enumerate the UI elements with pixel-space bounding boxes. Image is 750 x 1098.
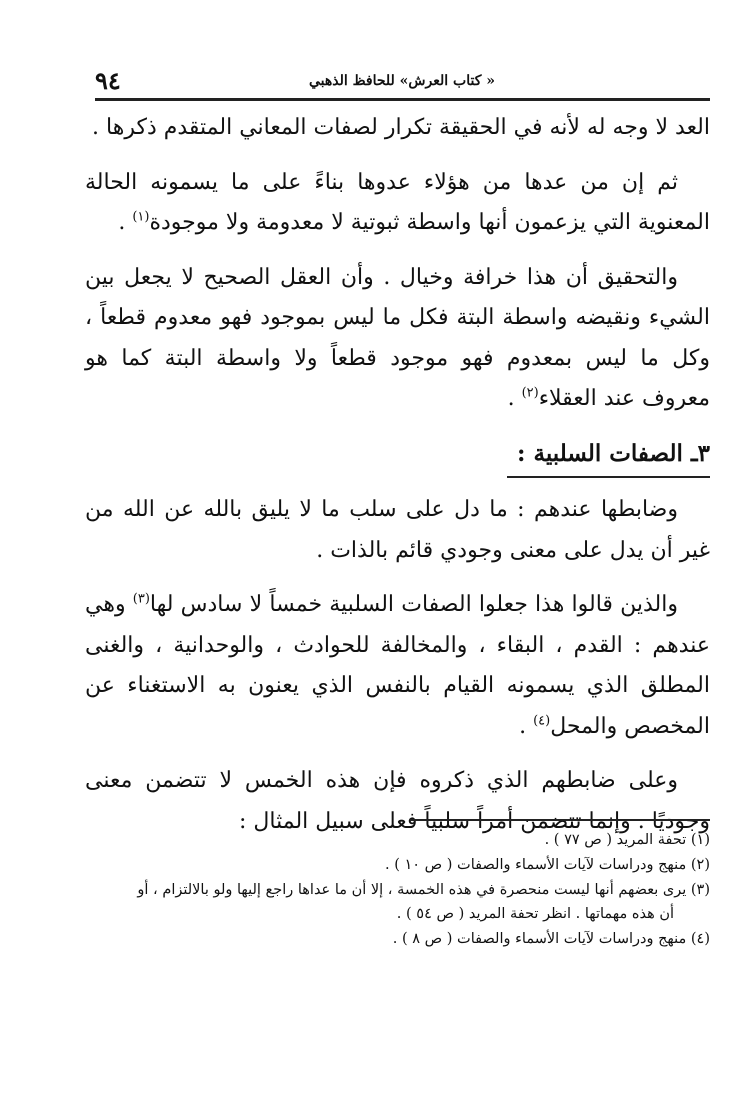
footnote-3 — [85, 878, 710, 926]
footnote-1 — [85, 828, 710, 852]
footnote-2 — [85, 853, 710, 877]
paragraph-5-text-a: والذين قالوا هذا جعلوا الصفات السلبية خمساً لا سادس لها — [149, 592, 678, 617]
footnote-3-text: (٣) يرى بعضهم أنها ليست منحصرة في هذه الخمسة ، إلا أن ما عداها راجع إليها ولو بالالتزام ، أو — [137, 882, 710, 898]
paragraph-3-text: والتحقيق أن هذا خرافة وخيال . وأن العقل الصحيح لا يجعل بين الشيء ونقيضه واسطة البتة فكل ما ليس بموجود فهو معدوم قطعاً ، وكل ما ليس بمعدوم فهو موجود قطعاً ولا واسطة البتة كما هو معروف عند العقلاء — [85, 264, 710, 411]
footnote-2-text: (٢) منهج ودراسات لآيات الأسماء والصفات ( ص ١٠ ) . — [384, 857, 710, 873]
running-title: « كتاب العرش» للحافظ الذهبي — [308, 73, 495, 89]
paragraph-4 — [85, 490, 710, 571]
footnote-ref-2: (٢) — [521, 385, 539, 401]
paragraph-3-end: . — [507, 386, 522, 411]
paragraph-5 — [85, 585, 710, 747]
footnote-4-text: (٤) منهج ودراسات لآيات الأسماء والصفات ( ص ٨ ) . — [392, 931, 710, 947]
footnote-3-continuation: أن هذه مهماتها . انظر تحفة المريد ( ص ٥٤ ) . — [396, 906, 674, 922]
paragraph-1-text: العد لا وجه له لأنه في الحقيقة تكرار لصفات المعاني المتقدم ذكرها . — [92, 115, 710, 140]
section-heading: ٣ـ الصفات السلبية : — [507, 434, 710, 479]
paragraph-5-text-b: وهي عندهم : القدم ، البقاء ، والمخالفة للحوادث ، والوحدانية ، والغنى المطلق الذي يسمونه القيام بالنفس الذي يعنون به الاستغناء عن المخصص والمحل — [85, 592, 710, 739]
paragraph-6-text: وعلى ضابطهم الذي ذكروه فإن هذه الخمس لا تتضمن معنى وجوديًا . وإنما تتضمن أمراً سلبياً فعلى سبيل المثال : — [85, 768, 710, 834]
paragraph-1 — [85, 108, 710, 149]
footnote-divider — [410, 819, 710, 821]
paragraph-2-end: . — [118, 210, 133, 235]
paragraph-2-text: ثم إن من عدها من هؤلاء عدوها بناءً على ما يسمونه الحالة المعنوية التي يزعمون أنها واسطة ثبوتية لا معدومة ولا موجودة — [85, 169, 710, 235]
footnote-1-text: (١) تحفة المريد ( ص ٧٧ ) . — [544, 832, 710, 848]
paragraph-3 — [85, 258, 710, 420]
page-header — [95, 66, 710, 101]
paragraph-5-end: . — [519, 713, 534, 739]
footnote-4 — [85, 927, 710, 951]
footnotes — [85, 828, 710, 952]
footnote-ref-4: (٤) — [533, 713, 551, 729]
page-number: ٩٤ — [95, 66, 121, 95]
footnote-ref-3: (٣) — [132, 591, 150, 607]
footnote-ref-1: (١) — [132, 209, 150, 225]
paragraph-4-text: وضابطها عندهم : ما دل على سلب ما لا يليق بالله عن الله من غير أن يدل على معنى وجودي قائم بالذات . — [85, 497, 710, 563]
main-text — [85, 108, 710, 856]
paragraph-2 — [85, 163, 710, 244]
